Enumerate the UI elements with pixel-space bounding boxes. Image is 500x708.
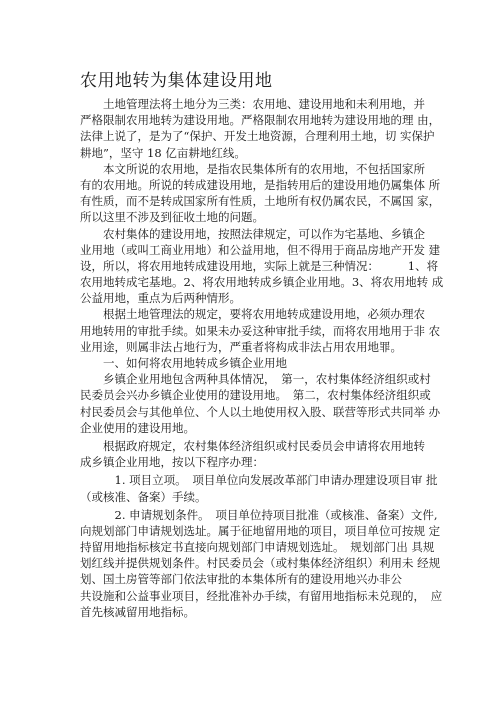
body-line: 业用途，则属非法占地行为，严重者将构成非法占用农用地罪。 (80, 339, 402, 354)
body-line: 耕地”，坚守 18 亿亩耕地红线。 (80, 145, 246, 160)
list-item-continuation: 划红线并提供规划条件。村民委员会（或村集体经济组织）利用未 经规 (80, 556, 441, 571)
body-line: 有的农用地。所说的转成建设用地，是指转用后的建设用地仍属集体 所 (80, 177, 441, 192)
body-line: 根据政府规定，农村集体经济组织或村民委员会申请将农用地转 (80, 438, 425, 453)
list-item-continuation: 划、国土房管等部门依法审批的本集体所有的建设用地兴办非公 (80, 572, 402, 587)
body-line: 本文所说的农用地，是指农民集体所有的农用地，不包括国家所 (80, 161, 425, 176)
body-line: 有性质，而不是转成国家所有性质，土地所有权仍属农民，不属国 家， (80, 194, 441, 209)
body-line: 农村集体的建设用地，按照法律规定，可以作为宅基地、乡镇企 (80, 226, 425, 241)
document-body (80, 96, 444, 620)
list-item-continuation: 向规划部门申请规划选址。属于征地留用地的项目，项目单位可按规 定 (80, 523, 441, 538)
body-line: 村民委员会与其他单位、个人以土地使用权入股、联营等形式共同举 办 (80, 404, 441, 419)
list-item-continuation: （或核准、备案）手续。 (80, 489, 207, 504)
body-line: 严格限制农用地转为建设用地。严格限制农用地转为建设用地的理 由， (80, 113, 441, 128)
list-item-continuation: 首先核减留用地指标。 (80, 604, 195, 619)
body-line: 用地转用的审批手续。如果未办妥这种审批手续，而将农用地用于非 农 (80, 323, 441, 338)
body-line: 法律上说了，是为了“保护、开发土地资源，合理利用土地，切 实保护 (80, 129, 435, 144)
body-line: 公益用地，重点为后两种情形。 (80, 291, 241, 306)
list-item: 2. 申请规划条件。 项目单位持项目批准（或核准、备案）文件, (80, 507, 438, 522)
body-line: 农用地转成宅基地。2、将农用地转成乡镇企业用地。3、将农用地转 成 (80, 275, 444, 290)
body-line: 根据土地管理法的规定，要将农用地转成建设用地，必须办理农 (80, 307, 425, 322)
body-line: 企业使用的建设用地。 (80, 420, 195, 435)
body-line: 乡镇企业用地包含两种具体情况， 第一，农村集体经济组织或村 (80, 372, 431, 387)
body-line: 设，所以，将农用地转成建设用地，实际上就是三种情况： 1、将 (80, 258, 439, 273)
body-line: 民委员会兴办乡镇企业使用的建设用地。 第二，农村集体经济组织或 (80, 388, 431, 403)
body-line: 土地管理法将土地分为三类：农用地、建设用地和未利用地，并 (80, 97, 425, 111)
list-item-continuation: 持留用地指标核定书直接向规划部门申请规划选址。 规划部门出 具规 (80, 540, 435, 555)
page-title: 农用地转为集体建设用地 (80, 71, 273, 91)
body-line: 成乡镇企业用地，按以下程序办理： (80, 455, 264, 470)
body-line: 业用地（或叫工商业用地）和公益用地，但不得用于商品房地产开发 建 (80, 242, 441, 257)
list-item-continuation: 共设施和公益事业项目，经批准补办手续，有留用地指标未兑现的， 应 (80, 588, 443, 603)
body-line: 所以这里不涉及到征收土地的问题。 (80, 210, 264, 225)
list-item: 1. 项目立项。 项目单位向发展改革部门申请办理建设项目审 批 (80, 473, 438, 488)
section-heading: 一、如何将农用地转成乡镇企业用地 (80, 356, 287, 370)
